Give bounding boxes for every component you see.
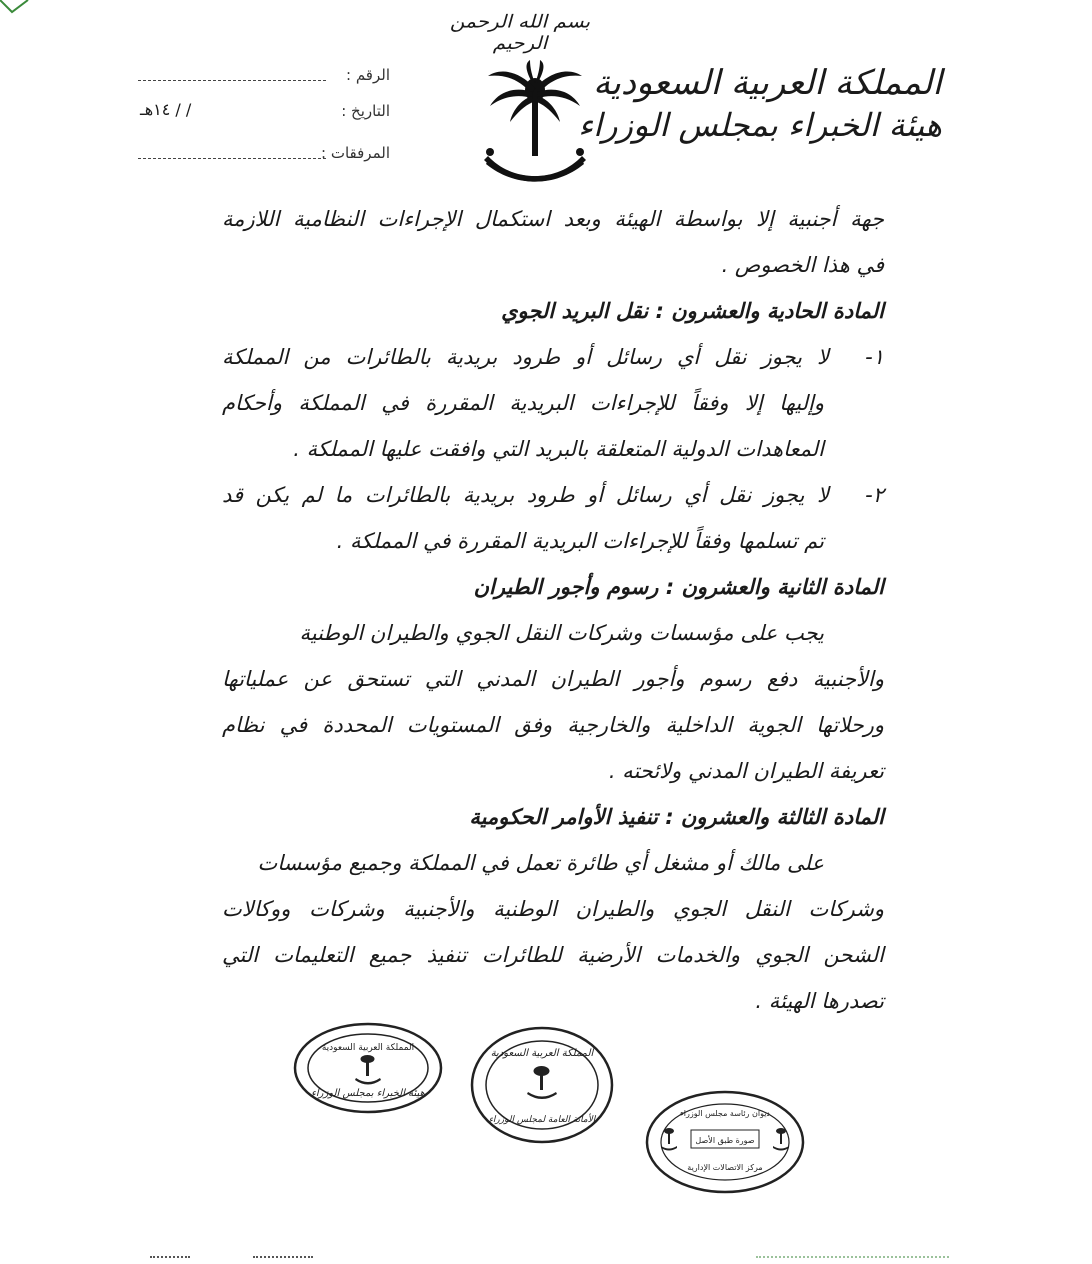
body-line: على مالك أو مشغل أي طائرة تعمل في المملكة وجميع مؤسسات	[257, 851, 824, 875]
body-line: والأجنبية دفع رسوم وأجور الطيران المدني التي تستحق عن عملياتها	[222, 667, 884, 691]
council-heading: هيئة الخبراء بمجلس الوزراء	[578, 106, 942, 144]
basmala: بسم الله الرحمن الرحيم	[449, 10, 591, 54]
body-line: لا يجوز نقل أي رسائل أو طرود بريدية بالطائرات ما لم يكن قد	[222, 483, 829, 507]
stamp-text: المملكة العربية السعودية	[321, 1043, 415, 1053]
kingdom-heading: المملكة العربية السعودية	[593, 63, 942, 103]
general-secretariat-stamp	[470, 1026, 614, 1144]
article-22-heading: المادة الثانية والعشرون : رسوم وأجور الطيران	[473, 575, 884, 599]
stamp-text: صورة طبق الأصل	[695, 1136, 755, 1145]
attachments-field	[130, 144, 390, 172]
body-line: وإليها إلا وفقاً للإجراءات البريدية المقررة في المملكة وأحكام	[222, 391, 824, 415]
attachments-line	[138, 158, 326, 159]
body-line: ورحلاتها الجوية الداخلية والخارجية وفق المستويات المحددة في نظام	[222, 713, 884, 737]
body-line: يجب على مؤسسات وشركات النقل الجوي والطيران الوطنية	[299, 621, 824, 645]
item-number: ١-	[865, 345, 884, 369]
body-line: وشركات النقل الجوي والطيران الوطنية والأجنبية وشركات ووكالات	[222, 897, 884, 921]
corner-mark	[0, 0, 30, 14]
number-field	[130, 66, 390, 94]
stamp-text: ديوان رئاسة مجلس الوزراء	[680, 1109, 770, 1118]
body-line: جهة أجنبية إلا بواسطة الهيئة وبعد استكمال الإجراءات النظامية اللازمة	[222, 207, 884, 231]
item-number: ٢-	[865, 483, 884, 507]
page-footer	[150, 1252, 950, 1264]
date-value: / / ١٤هـ	[140, 100, 192, 119]
list-item	[222, 334, 884, 380]
experts-commission-stamp	[293, 1022, 443, 1114]
stamp-text: المملكة العربية السعودية	[490, 1048, 594, 1059]
stamp-emblem-icon	[527, 1066, 557, 1099]
document-body	[222, 196, 884, 1024]
number-line	[138, 80, 326, 81]
body-line: تم تسلمها وفقاً للإجراءات البريدية المقررة في المملكة .	[336, 529, 824, 553]
number-label: الرقم :	[346, 66, 390, 84]
stamp-emblem-icon	[355, 1055, 381, 1085]
body-line: في هذا الخصوص .	[721, 253, 884, 277]
body-line: الشحن الجوي والخدمات الأرضية للطائرات تنفيذ جميع التعليمات التي	[222, 943, 884, 967]
stamp-text: مركز الاتصالات الإدارية	[687, 1163, 763, 1172]
stamp-text: هيئة الخبراء بمجلس الوزراء	[311, 1088, 425, 1099]
body-line: تعريفة الطيران المدني ولائحته .	[608, 759, 884, 783]
stamp-text: الأمانة العامة لمجلس الوزراء	[488, 1115, 596, 1125]
body-line: لا يجوز نقل أي رسائل أو طرود بريدية بالطائرات من المملكة	[222, 345, 829, 369]
body-line: تصدرها الهيئة .	[755, 989, 884, 1013]
article-21-heading: المادة الحادية والعشرون : نقل البريد الجوي	[501, 299, 884, 323]
body-line: المعاهدات الدولية المتعلقة بالبريد التي وافقت عليها المملكة .	[293, 437, 824, 461]
certified-copy-stamp	[645, 1090, 805, 1194]
article-23-heading: المادة الثالثة والعشرون : تنفيذ الأوامر الحكومية	[469, 805, 884, 829]
date-label: التاريخ :	[341, 102, 390, 120]
list-item	[222, 472, 884, 518]
attachments-label: المرفقات :	[321, 144, 390, 162]
date-field	[130, 102, 390, 130]
